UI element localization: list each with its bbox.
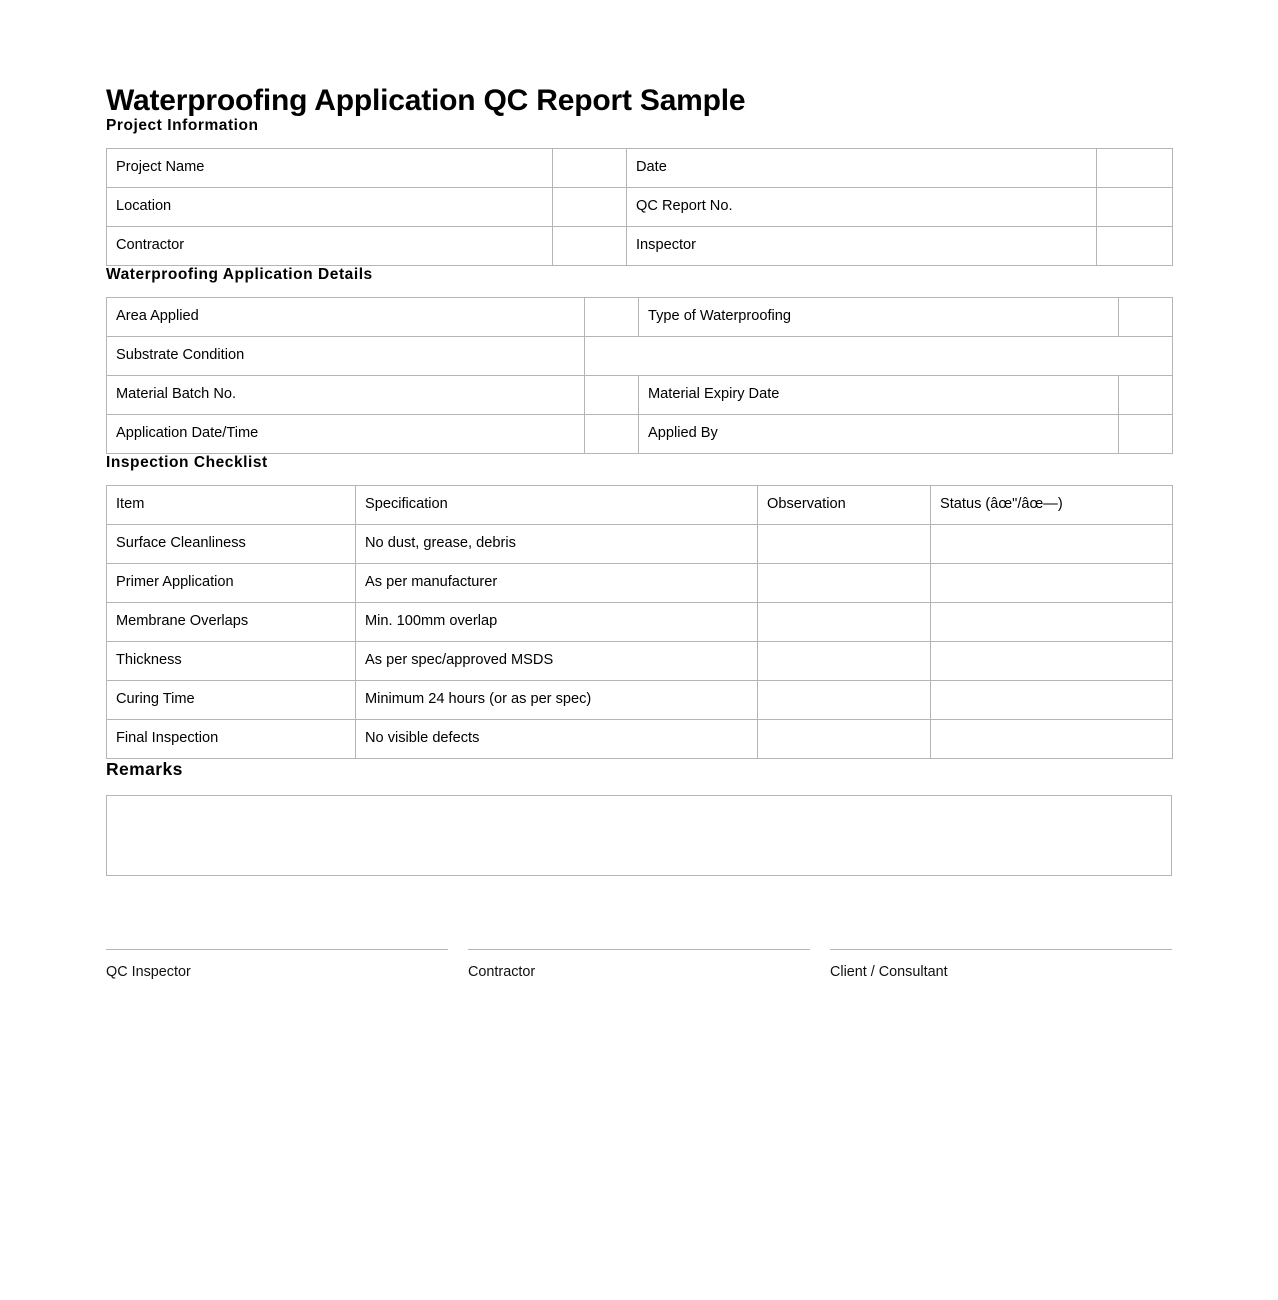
field-value-type-of-waterproofing[interactable] xyxy=(1119,298,1173,337)
signature-label-client-consultant: Client / Consultant xyxy=(830,964,948,980)
table-row xyxy=(107,681,1173,720)
field-label-material-batch-no: Material Batch No. xyxy=(107,376,585,415)
field-label-area-applied: Area Applied xyxy=(107,298,585,337)
checklist-item-specification: No visible defects xyxy=(356,720,758,759)
checklist-item-observation[interactable] xyxy=(758,564,931,603)
field-value-application-date-time[interactable] xyxy=(585,415,639,454)
checklist-item-observation[interactable] xyxy=(758,642,931,681)
remarks-input[interactable] xyxy=(106,795,1172,876)
checklist-item-status[interactable] xyxy=(931,564,1173,603)
table-row xyxy=(107,337,1173,376)
field-label-date: Date xyxy=(627,149,1097,188)
field-label-contractor: Contractor xyxy=(107,227,553,266)
section-heading-application-details: Waterproofing Application Details xyxy=(106,266,373,283)
table-row xyxy=(107,188,1173,227)
checklist-item-specification: As per spec/approved MSDS xyxy=(356,642,758,681)
checklist-item-name: Membrane Overlaps xyxy=(107,603,356,642)
field-value-area-applied[interactable] xyxy=(585,298,639,337)
field-label-applied-by: Applied By xyxy=(639,415,1119,454)
checklist-item-name: Final Inspection xyxy=(107,720,356,759)
checklist-item-observation[interactable] xyxy=(758,603,931,642)
checklist-item-specification: As per manufacturer xyxy=(356,564,758,603)
field-value-inspector[interactable] xyxy=(1097,227,1173,266)
table-row xyxy=(107,149,1173,188)
table-header-row xyxy=(107,486,1173,525)
checklist-item-status[interactable] xyxy=(931,603,1173,642)
signature-block-qc-inspector xyxy=(106,949,448,981)
checklist-item-status[interactable] xyxy=(931,681,1173,720)
checklist-item-name: Primer Application xyxy=(107,564,356,603)
field-label-project-name: Project Name xyxy=(107,149,553,188)
field-value-qc-report-no[interactable] xyxy=(1097,188,1173,227)
application-details-table xyxy=(106,297,1173,454)
checklist-item-status[interactable] xyxy=(931,642,1173,681)
table-row xyxy=(107,227,1173,266)
checklist-item-specification: Minimum 24 hours (or as per spec) xyxy=(356,681,758,720)
field-label-substrate-condition: Substrate Condition xyxy=(107,337,585,376)
checklist-item-observation[interactable] xyxy=(758,525,931,564)
signature-label-qc-inspector: QC Inspector xyxy=(106,964,191,980)
table-row xyxy=(107,298,1173,337)
signature-row xyxy=(106,949,1172,981)
field-value-location[interactable] xyxy=(553,188,627,227)
field-label-application-date-time: Application Date/Time xyxy=(107,415,585,454)
project-information-table xyxy=(106,148,1173,266)
column-header-status: Status (âœ"/âœ—) xyxy=(931,486,1173,525)
field-label-type-of-waterproofing: Type of Waterproofing xyxy=(639,298,1119,337)
table-row xyxy=(107,525,1173,564)
checklist-item-status[interactable] xyxy=(931,720,1173,759)
section-heading-project-information: Project Information xyxy=(106,117,259,134)
field-label-material-expiry-date: Material Expiry Date xyxy=(639,376,1119,415)
table-row xyxy=(107,415,1173,454)
checklist-item-specification: No dust, grease, debris xyxy=(356,525,758,564)
signature-label-contractor: Contractor xyxy=(468,964,536,980)
checklist-item-name: Thickness xyxy=(107,642,356,681)
field-value-project-name[interactable] xyxy=(553,149,627,188)
checklist-item-name: Curing Time xyxy=(107,681,356,720)
checklist-item-status[interactable] xyxy=(931,525,1173,564)
table-row xyxy=(107,603,1173,642)
field-value-contractor[interactable] xyxy=(553,227,627,266)
column-header-observation: Observation xyxy=(758,486,931,525)
field-value-substrate-condition[interactable] xyxy=(585,337,1173,376)
field-value-date[interactable] xyxy=(1097,149,1173,188)
table-row xyxy=(107,376,1173,415)
column-header-specification: Specification xyxy=(356,486,758,525)
table-row xyxy=(107,564,1173,603)
signature-block-client-consultant xyxy=(830,949,1172,981)
section-heading-inspection-checklist: Inspection Checklist xyxy=(106,454,268,471)
field-value-material-expiry-date[interactable] xyxy=(1119,376,1173,415)
table-row xyxy=(107,642,1173,681)
inspection-checklist-table xyxy=(106,485,1173,759)
section-heading-remarks: Remarks xyxy=(106,759,183,779)
checklist-item-observation[interactable] xyxy=(758,720,931,759)
field-value-applied-by[interactable] xyxy=(1119,415,1173,454)
signature-block-contractor xyxy=(468,949,810,981)
checklist-item-specification: Min. 100mm overlap xyxy=(356,603,758,642)
field-label-inspector: Inspector xyxy=(627,227,1097,266)
field-label-location: Location xyxy=(107,188,553,227)
field-value-material-batch-no[interactable] xyxy=(585,376,639,415)
column-header-item: Item xyxy=(107,486,356,525)
table-row xyxy=(107,720,1173,759)
checklist-item-observation[interactable] xyxy=(758,681,931,720)
page-title: Waterproofing Application QC Report Sample xyxy=(106,84,746,117)
field-label-qc-report-no: QC Report No. xyxy=(627,188,1097,227)
checklist-item-name: Surface Cleanliness xyxy=(107,525,356,564)
